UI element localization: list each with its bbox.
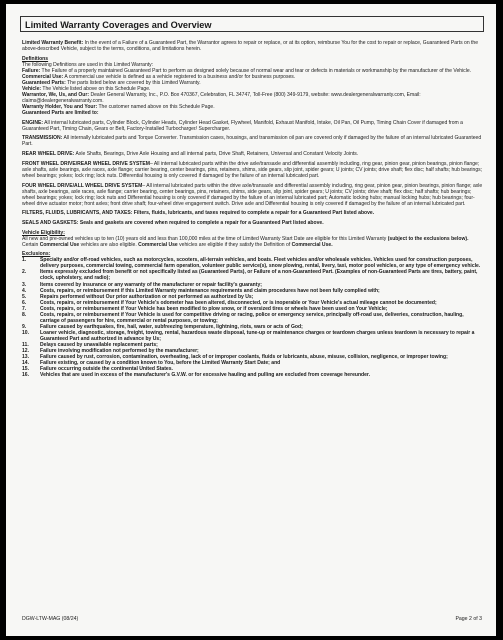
coverage-four-wheel-drive: FOUR WHEEL DRIVE/ALL WHEEL DRIVE SYSTEM– All internal lubricated parts within the drive axle/transaxle and differential assembly including, ring gear, pinion gear, pinion bearings, pinion flange; axle shafts, axle bearings, axle races, axle flange; carrier bearing, center bearings, pins, retainers, shims, side gears, slip joint, spider gears; U joints; CV joints; drive shaft; flex disc; half shafts; hub bearings; wheel bearings; yokes; lock ring; lock nuts and Differential housing is only covered if damaged by the failure of an internal lubricated part; Automatic locking hubs; manual locking hubs; hub bearings; four-wheel drive actuator motor; front axles; front drive shaft; four-wheel drive engagement switch. Drive axle and Differential housing is only covered if damaged by the failure of an internal lubricated part. <box>22 182 483 207</box>
definition-vehicle: Vehicle: The Vehicle listed above on this Schedule Page. <box>22 85 151 92</box>
exclusion-item: 6. Costs, repairs, or reimbursement if Your Vehicle's odometer has been altered, disconnected, or is inoperable or Your Vehicle's actual mileage cannot be documented; <box>22 299 437 306</box>
coverage-engine: ENGINE: All internal lubricated parts, Cylinder Block, Cylinder Heads, Cylinder Head Gasket, Flywheel, Manifold, Exhaust Manifold, Intake, Oil Pan, Oil Pump, Timing Chain Cover if damaged from a Guaranteed Part, Timing Chain, Gears or Belt, Factory-Installed Turbocharger/ Supercharger. <box>22 119 463 132</box>
exclusions-heading: Exclusions: <box>22 251 51 258</box>
definitions-heading: Definitions <box>22 55 49 62</box>
definitions-section <box>22 56 484 116</box>
definition-guaranteed-parts: Guaranteed Parts: The parts listed below are covered by this Limited Warranty. <box>22 79 201 86</box>
eligibility-heading: Vehicle Eligibility: <box>22 229 65 236</box>
definitions-intro: The following Definitions are used in this Limited Warranty: <box>22 61 154 68</box>
document-body <box>22 40 484 378</box>
document-page <box>6 4 496 636</box>
exclusion-item: 7. Costs, repairs, or reimbursement if Your Vehicle has been modified to plow snow, or if oversized tires or wheels have been used on Your Vehicle; <box>22 305 388 312</box>
exclusion-item: 4. Costs, repairs, or reimbursement if this Limited Warranty maintenance requirements and claim procedures have not been fully complied with; <box>22 287 380 294</box>
benefit-paragraph <box>22 40 484 52</box>
coverage-transmission: TRANSMISSION: All internally lubricated parts and Torque Converter. Transmission cases, housings, and transmission oil pan are covered only if damaged by the failure of an internal lubricated Guaranteed Part. <box>22 135 482 148</box>
coverage-rear-wheel-drive: REAR WHEEL DRIVE: Axle Shafts, Bearings, Drive Axle Housing and all internal parts, Drive Shaft, Retainers, Universal and Constant Velocity Joints. <box>22 151 359 158</box>
exclusion-item: 1. Specialty and/or off-road vehicles, such as motorcycles, scooters, all-terrain vehicles, and boats. Fleet vehicles and/or wholesale vehicles. Vehicles used for construction purposes, delivery purposes, commercial towing, commercial farm operation, volunteer public service(s), snow plowing, rental, livery, taxi, motor pool vehicles, or any type of emergency vehicle. <box>22 257 481 270</box>
page-number: Page 2 of 3 <box>455 616 482 622</box>
exclusion-item: 11. Delays caused by unavailable replacement parts; <box>22 342 158 348</box>
exclusion-item: 12. Failure involving modification not performed by the manufacturer; <box>22 348 199 355</box>
coverage-front-wheel-drive: FRONT WHEEL DRIVE/REAR WHEEL DRIVE SYSTEM– All internal lubricated parts within the drive axle/transaxle and differential assembly including, ring gear, pinion gear, pinion bearings, pinion flange; axle shafts, axle bearings, axle races, axle flange; carrier bearing, center bearings, pins, retainers, shims, side gears, slip joint, spider gears; U joints; CV joints; drive shaft; flex disc; half shafts; hub bearings; wheel bearings; yokes; lock ring; lock nuts. Differential housing is only covered if damaged by the failure of an internal lubricated part. <box>22 160 483 179</box>
form-code: DGW-LTW-MAG (08/24) <box>22 616 79 622</box>
guaranteed-parts-intro: Guaranteed Parts are limited to: <box>22 110 99 117</box>
exclusion-item: 14. Failure existing, or caused by a condition known to You, before the Limited Warranty Start Date; and <box>22 360 281 367</box>
definition-commercial-use: Commercial Use: A commercial use vehicle is defined as a vehicle registered to a business and/or for business purposes. <box>22 73 296 80</box>
benefit-text: In the event of a Failure of a Guaranteed Part, the Warrantor agrees to repair or replace, or at its option, reimburse You for the cost to repair or replace, Guaranteed Parts on the above-described Vehicle, subject to the terms, conditions, and limitations herein. <box>22 40 479 53</box>
exclusion-item: 2. Items expressly excluded from benefit or not specifically listed as (Guaranteed Parts), or Failure of a non-Guaranteed Part. (Examples of non-Guaranteed Parts are tires, battery, paint, clock, upholstery, and radio); <box>22 269 478 282</box>
exclusion-item: 16. Vehicles that are used in excess of the manufacturer's G.V.W. or for excessive hauling and pulling are excluded from coverage hereunder. <box>22 372 371 379</box>
definition-failure: Failure: The Failure of a properly maintained Guaranteed Part to perform as designed solely because of normal wear and tear or defects in materials or workmanship by the manufacturer of the Vehicle. <box>22 67 472 74</box>
exclusion-item: 15. Failure occurring outside the continental United States. <box>22 366 173 373</box>
exclusions-section <box>22 251 484 378</box>
exclusion-item: 3. Items covered by insurance or any warranty of the manufacturer or repair facility's guaranty; <box>22 281 262 288</box>
definition-warrantor: Warrantor, We, Us, and Our: Dealer General Warranty, Inc., P.O. Box 470367, Celebration, FL 34747, Toll-Free (800) 349-9179, website: www.dealergeneralwarranty.com, Email: claims@dealergeneralwarranty.com. <box>22 91 421 105</box>
exclusion-item: 8. Costs, repairs, or reimbursement if Your Vehicle is used for competitive driving or racing, police or emergency service, principally off-road use, deliveries, construction, hauling, carriage of passengers for hire, commercial or rental purposes, or towing; <box>22 311 464 324</box>
benefit-label: Limited Warranty Benefit: <box>22 40 84 46</box>
exclusion-item: 10. Loaner vehicle, diagnostic, storage, freight, towing, rental, hazardous waste disposal, tune-up or maintenance charges or teardown charges unless teardown is necessary to repair a Guaranteed Part and authorized in advance by Us; <box>22 329 475 342</box>
coverage-seals-gaskets: SEALS AND GASKETS: Seals and gaskets are covered when required to complete a repair for a Guaranteed Part listed above. <box>22 219 324 226</box>
coverage-filters-fluids: FILTERS, FLUIDS, LUBRICANTS, AND TAXES: Filters, fluids, lubricants, and taxes required to complete a repair for a Guaranteed Part listed above. <box>22 210 375 217</box>
vehicle-eligibility: Vehicle Eligibility: All new and pre-owned vehicles up to ten (10) years old and less than 100,000 miles at the time of Limited Warranty Start Date are eligible for this Limited Warranty (subject to the exclusions below). Certain Commercial Use vehicles are also eligible. Commercial Use vehicles are eligible if they satisfy the Definition of Commercial Use. <box>22 229 469 248</box>
definition-warranty-holder: Warranty Holder, You and Your: The customer named above on this Schedule Page. <box>22 104 215 111</box>
exclusion-item: 13. Failure caused by rust, corrosion, contamination, overheating, lack of or improper coolants, fluids or lubricants, abuse, misuse, collision, negligence, or improper towing; <box>22 354 448 361</box>
page-title: Limited Warranty Coverages and Overview <box>20 16 484 32</box>
exclusion-item: 9. Failure caused by earthquakes, fire, hail, water, subfreezing temperature, lightning, riots, wars or acts of God; <box>22 323 303 330</box>
exclusion-item: 5. Repairs performed without Our prior authorization or not performed as authorized by Us; <box>22 293 254 300</box>
